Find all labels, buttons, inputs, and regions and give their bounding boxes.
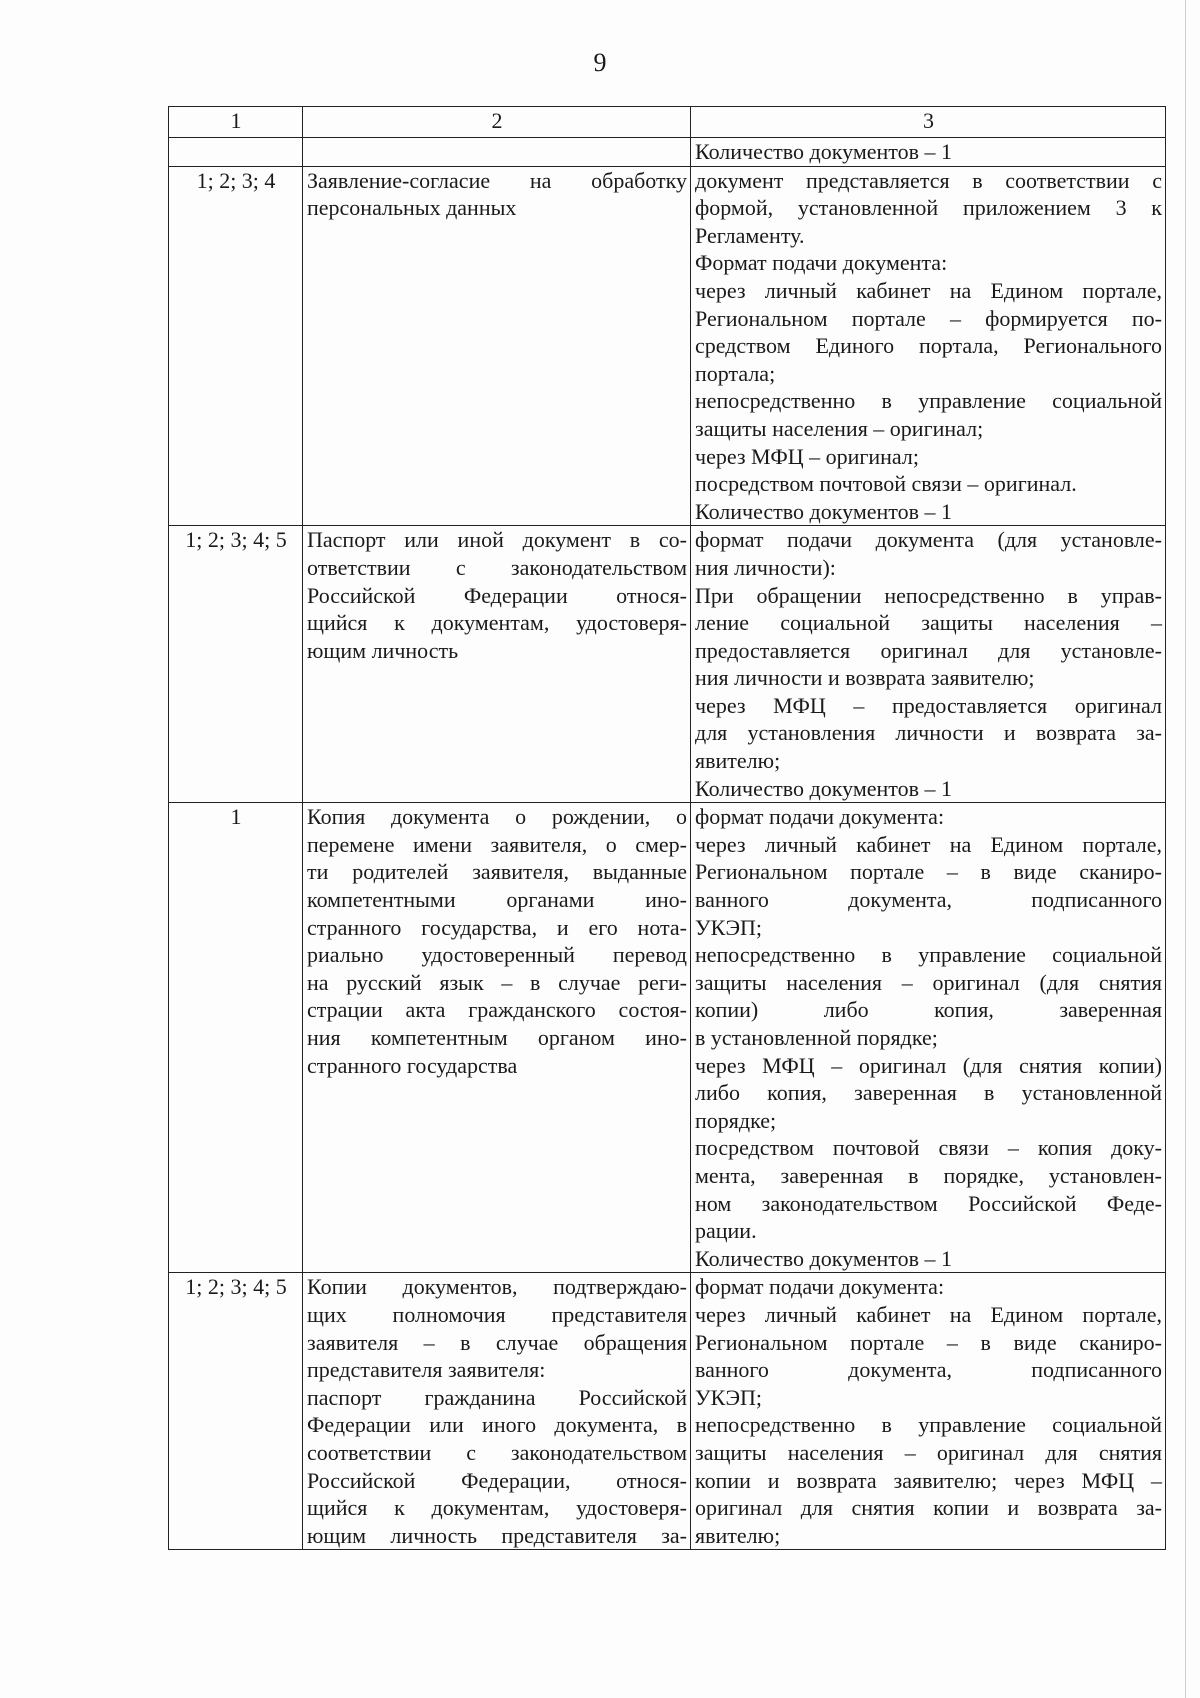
cell-line: Региональном портале – в виде сканиро-	[695, 1329, 1162, 1355]
cell-line: через МФЦ – предоставляется оригинал	[695, 692, 1162, 718]
cell-line: При обращении непосредственно в управ-	[695, 582, 1162, 608]
cell-line: формой, установленной приложением 3 к	[695, 195, 1162, 221]
cell-line: ния личности и возврата заявителю;	[695, 665, 1035, 691]
cell-line: риально удостоверенный перевод	[307, 942, 687, 968]
cell-line: Количество документов – 1	[695, 139, 952, 164]
cell-line: через личный кабинет на Едином портале,	[695, 831, 1162, 857]
cell-line: Региональном портале – формируется по-	[695, 305, 1162, 331]
cell-line: Копии документов, подтверждаю-	[307, 1274, 687, 1300]
cell-line: заявителя – в случае обращения	[307, 1329, 687, 1355]
row-5-col-3	[691, 1273, 1166, 1550]
table-header-row	[169, 107, 1166, 138]
row-3-col-1: 1; 2; 3; 4; 5	[169, 526, 303, 803]
row-4-col-1: 1	[169, 803, 303, 1273]
cell-line: Количество документов – 1	[695, 775, 952, 801]
cell-line: странного государства, и его нота-	[307, 914, 687, 940]
requirements-table	[168, 106, 1166, 1550]
cell-line: посредством почтовой связи – оригинал.	[695, 471, 1077, 497]
scan-edge-line	[1185, 0, 1186, 1698]
cell-line: странного государства	[307, 1052, 518, 1078]
table-row	[169, 138, 1166, 167]
row-2-col-1: 1; 2; 3; 4	[169, 166, 303, 526]
header-col-3: 3	[691, 107, 1166, 138]
cell-line: Копия документа о рождении, о	[307, 804, 687, 830]
cell-line: либо копия, заверенная в установленной	[695, 1080, 1162, 1106]
cell-line: защиты населения – оригинал;	[695, 415, 984, 441]
cell-line: явителю;	[695, 1522, 781, 1548]
cell-line: представителя заявителя:	[307, 1357, 546, 1383]
row-4-col-3	[691, 803, 1166, 1273]
cell-line: Паспорт или иной документ в со-	[307, 527, 687, 553]
cell-line: ния личности):	[695, 554, 836, 580]
cell-line: через личный кабинет на Едином портале,	[695, 277, 1162, 303]
cell-line: непосредственно в управление социальной	[695, 1412, 1162, 1438]
row-1-col-2	[303, 138, 691, 167]
cell-line: компетентными органами ино-	[307, 887, 687, 913]
page-number: 9	[593, 48, 607, 77]
cell-line: Российской Федерации относя-	[307, 582, 687, 608]
cell-line: портала;	[695, 360, 776, 386]
cell-line: копии) либо копия, заверенная	[695, 997, 1162, 1023]
cell-line: формат подачи документа (для установле-	[695, 527, 1162, 553]
cell-line: ющим личность представителя за-	[307, 1522, 687, 1548]
cell-line: формат подачи документа:	[695, 1274, 945, 1300]
row-5-col-1: 1; 2; 3; 4; 5	[169, 1273, 303, 1550]
cell-line: персональных данных	[307, 195, 517, 221]
header-col-2: 2	[303, 107, 691, 138]
cell-line: защиты населения – оригинал для снятия	[695, 1439, 1162, 1465]
cell-line: ющим личность	[307, 637, 459, 663]
cell-line: страции акта гражданского состоя-	[307, 997, 687, 1023]
cell-line: Федерации или иного документа, в	[307, 1412, 687, 1438]
cell-line: щийся к документам, удостоверя-	[307, 1495, 687, 1521]
cell-line: перемене имени заявителя, о смер-	[307, 831, 687, 857]
cell-line: ти родителей заявителя, выданные	[307, 859, 687, 885]
cell-line: Региональном портале – в виде сканиро-	[695, 859, 1162, 885]
cell-line: средством Единого портала, Регионального	[695, 333, 1162, 359]
row-1-col-1	[169, 138, 303, 167]
cell-line: щих полномочия представителя	[307, 1301, 687, 1327]
cell-line: соответствии с законодательством	[307, 1439, 687, 1465]
cell-line: оригинал для снятия копии и возврата за-	[695, 1495, 1162, 1521]
cell-line: Формат подачи документа:	[695, 250, 948, 276]
cell-line: непосредственно в управление социальной	[695, 388, 1162, 414]
row-2-col-3	[691, 166, 1166, 526]
cell-line: Регламенту.	[695, 222, 805, 248]
cell-line: ванного документа, подписанного	[695, 1357, 1162, 1383]
row-3-col-2	[303, 526, 691, 803]
cell-line: Российской Федерации, относя-	[307, 1467, 687, 1493]
cell-line: предоставляется оригинал для установле-	[695, 637, 1162, 663]
table-row	[169, 526, 1166, 803]
cell-line: УКЭП;	[695, 1384, 763, 1410]
cell-line: защиты населения – оригинал (для снятия	[695, 969, 1162, 995]
cell-line: на русский язык – в случае реги-	[307, 969, 687, 995]
cell-line: непосредственно в управление социальной	[695, 942, 1162, 968]
table-row	[169, 1273, 1166, 1550]
row-3-col-3	[691, 526, 1166, 803]
cell-line: Количество документов – 1	[695, 1245, 952, 1271]
cell-line: рации.	[695, 1218, 757, 1244]
cell-line: Заявление-согласие на обработку	[307, 167, 687, 193]
cell-line: порядке;	[695, 1107, 777, 1133]
cell-line: документ представляется в соответствии с	[695, 167, 1162, 193]
cell-line: для установления личности и возврата за-	[695, 720, 1162, 746]
cell-line: через МФЦ – оригинал (для снятия копии)	[695, 1052, 1162, 1078]
row-2-col-2	[303, 166, 691, 526]
cell-line: УКЭП;	[695, 914, 763, 940]
cell-line: щийся к документам, удостоверя-	[307, 610, 687, 636]
cell-line: в установленной порядке;	[695, 1025, 938, 1050]
cell-line: ление социальной защиты населения –	[695, 610, 1162, 636]
cell-line: копии и возврата заявителю; через МФЦ –	[695, 1467, 1162, 1493]
cell-line: ванного документа, подписанного	[695, 887, 1162, 913]
header-col-1: 1	[169, 107, 303, 138]
cell-line: паспорт гражданина Российской	[307, 1384, 687, 1410]
row-1-col-3	[691, 138, 1166, 167]
cell-line: формат подачи документа:	[695, 804, 945, 830]
cell-line: мента, заверенная в порядке, установлен-	[695, 1162, 1162, 1188]
cell-line: через МФЦ – оригинал;	[695, 443, 919, 469]
cell-line: ния компетентным органом ино-	[307, 1025, 687, 1050]
row-4-col-2	[303, 803, 691, 1273]
cell-line: через личный кабинет на Едином портале,	[695, 1301, 1162, 1327]
cell-line: посредством почтовой связи – копия доку-	[695, 1135, 1162, 1161]
cell-line: ном законодательством Российской Феде-	[695, 1190, 1162, 1216]
cell-line: явителю;	[695, 748, 781, 774]
table-row	[169, 803, 1166, 1273]
cell-line: ответствии с законодательством	[307, 554, 687, 580]
row-5-col-2	[303, 1273, 691, 1550]
cell-line: Количество документов – 1	[695, 498, 952, 524]
table-row	[169, 166, 1166, 526]
